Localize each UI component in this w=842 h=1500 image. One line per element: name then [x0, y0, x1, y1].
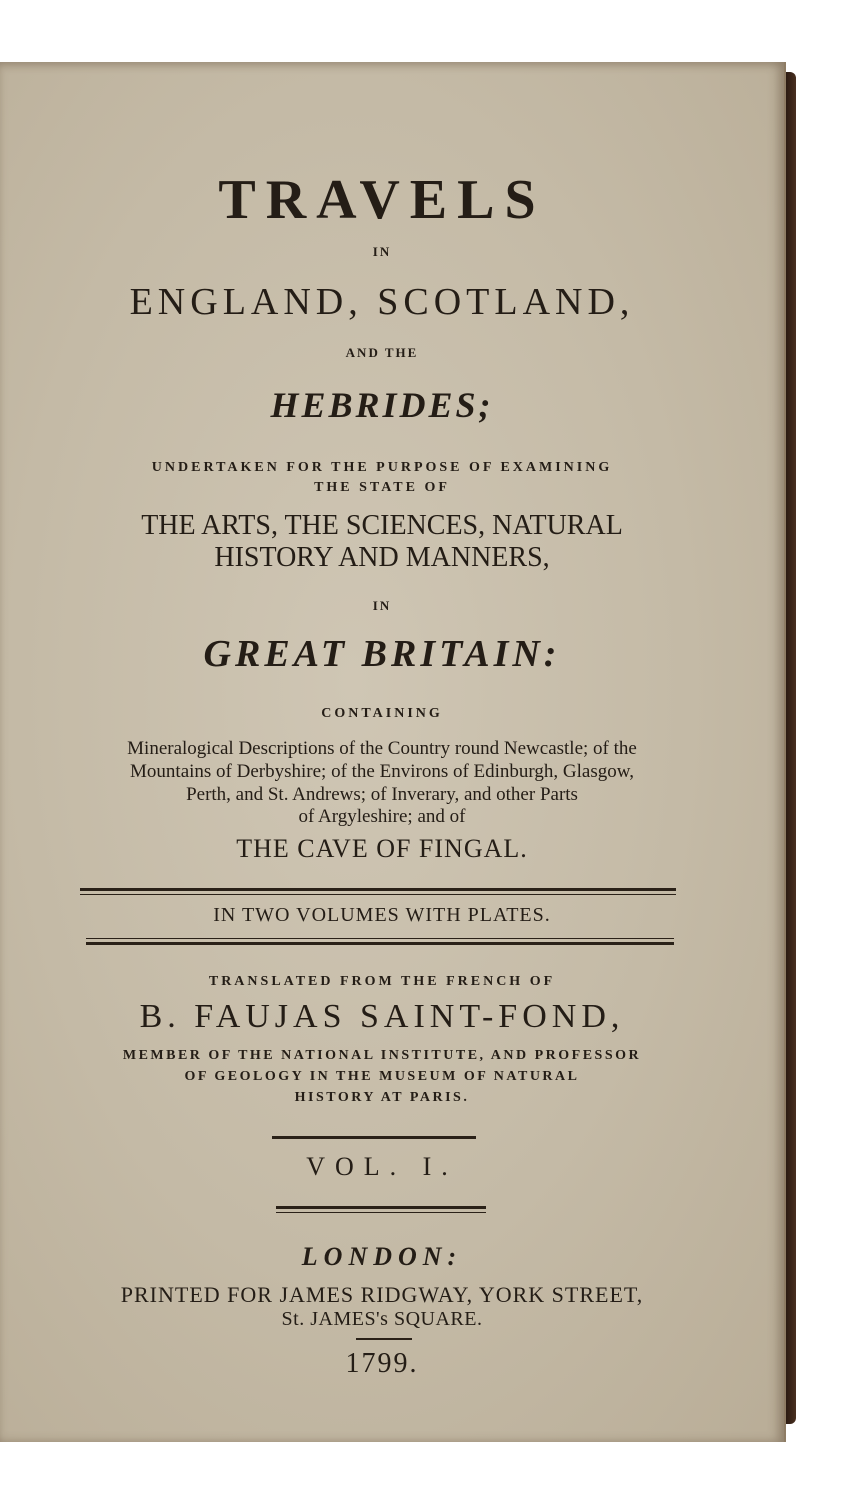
double-rule-top-b: [80, 894, 676, 895]
volume-rule-bottom-b: [276, 1212, 486, 1213]
countries-heading: ENGLAND, SCOTLAND,: [129, 281, 635, 323]
volume-rule-bottom-a: [276, 1206, 486, 1209]
printer-line-1: PRINTED FOR JAMES RIDGWAY, YORK STREET,: [120, 1282, 644, 1307]
purpose-line: UNDERTAKEN FOR THE PURPOSE OF EXAMINING: [151, 460, 613, 475]
in-connector: IN: [372, 244, 392, 259]
translated-line: TRANSLATED FROM THE FRENCH OF: [208, 974, 556, 989]
volume-rule-top: [272, 1136, 476, 1139]
imprint-city: LONDON:: [301, 1242, 463, 1271]
printer-line-2: St. JAMES's SQUARE.: [281, 1308, 483, 1330]
description-line-3: Perth, and St. Andrews; of Inverary, and other Parts: [186, 784, 578, 805]
description-line-2: Mountains of Derbyshire; of the Environs of Edinburgh, Glasgow,: [130, 761, 634, 782]
state-of-line: THE STATE OF: [314, 480, 450, 495]
book-title: TRAVELS: [218, 169, 546, 231]
subjects-line-2: HISTORY AND MANNERS,: [214, 542, 550, 573]
double-rule-bottom-a: [86, 938, 674, 939]
description-line-1: Mineralogical Descriptions of the Country round Newcastle; of the: [127, 738, 637, 759]
containing-label: CONTAINING: [321, 706, 443, 721]
volumes-note: IN TWO VOLUMES WITH PLATES.: [213, 904, 551, 926]
volume-number: VOL. I.: [306, 1152, 458, 1181]
and-the-connector: AND THE: [345, 345, 419, 360]
author-name: B. FAUJAS SAINT-FOND,: [139, 998, 625, 1035]
in-connector-2: IN: [372, 598, 392, 613]
great-britain-heading: GREAT BRITAIN:: [203, 633, 561, 675]
publication-year: 1799.: [345, 1348, 419, 1379]
description-line-4: of Argyleshire; and of: [298, 806, 466, 827]
author-credential-3: HISTORY AT PARIS.: [294, 1090, 470, 1105]
double-rule-top-a: [80, 888, 676, 891]
author-credential-1: MEMBER OF THE NATIONAL INSTITUTE, AND PROFESSOR: [122, 1048, 642, 1063]
hebrides-heading: HEBRIDES;: [270, 385, 494, 425]
author-credential-2: OF GEOLOGY IN THE MUSEUM OF NATURAL: [184, 1069, 580, 1084]
title-page: [0, 62, 786, 1442]
subjects-line-1: THE ARTS, THE SCIENCES, NATURAL: [141, 510, 623, 541]
double-rule-bottom-b: [86, 942, 674, 945]
year-rule: [356, 1338, 412, 1340]
cave-heading: THE CAVE OF FINGAL.: [236, 834, 528, 863]
